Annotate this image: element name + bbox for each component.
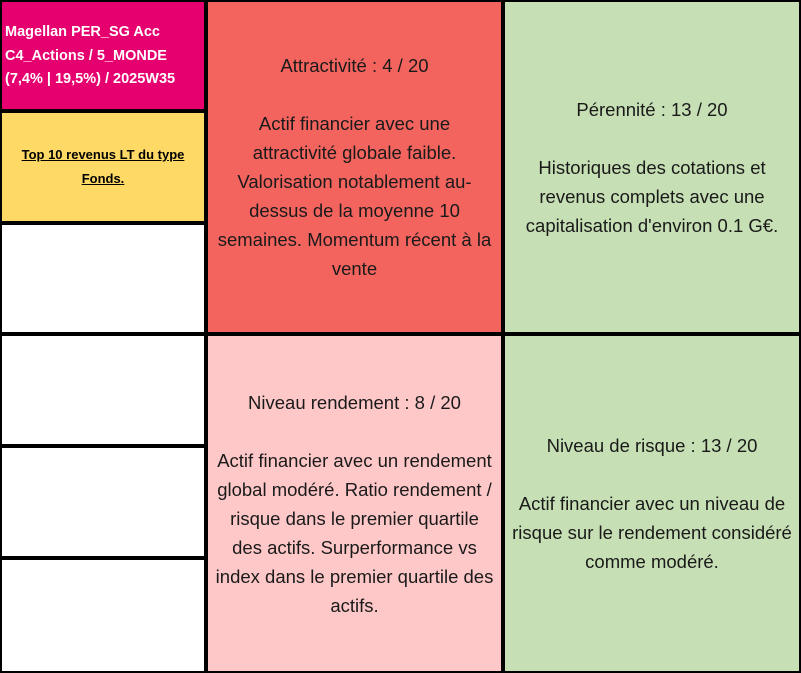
risque-text: Actif financier avec un niveau de risque sur le rendement considéré comme modéré. <box>512 493 792 572</box>
top10-label: Top 10 revenus LT du type Fonds. <box>21 147 185 186</box>
fund-name: Magellan PER_SG Acc <box>5 24 160 40</box>
empty-cell-3 <box>0 446 206 558</box>
attractivite-card <box>206 0 503 334</box>
rendement-card <box>206 334 503 673</box>
rendement-text: Actif financier avec un rendement global modéré. Ratio rendement / risque dans le premier quartile des actifs. Surperformance vs index dans le premier quartile des actifs. <box>215 449 494 616</box>
attractivite-heading: Attractivité : 4 / 20 <box>280 55 429 76</box>
top10-badge <box>0 111 206 223</box>
empty-cell-2 <box>0 334 206 446</box>
rendement-heading: Niveau rendement : 8 / 20 <box>248 391 461 413</box>
empty-cell-1 <box>0 223 206 334</box>
empty-cell-4 <box>0 558 206 673</box>
fund-category: C4_Actions / 5_MONDE <box>5 47 167 64</box>
fund-title-block <box>0 0 206 111</box>
risque-card <box>503 334 801 673</box>
perennite-text: Historiques des cotations et revenus complets avec une capitalisation d'environ 0.1 G€. <box>525 156 779 236</box>
risque-heading: Niveau de risque : 13 / 20 <box>546 435 758 456</box>
fund-stats: (7,4% | 19,5%) / 2025W35 <box>5 71 176 87</box>
attractivite-text: Actif financier avec une attractivité globale faible. Valorisation notablement au-dessus de la moyenne 10 semaines. Momentum récent à la vente <box>217 113 492 279</box>
perennite-heading: Pérennité : 13 / 20 <box>576 98 728 120</box>
perennite-card <box>503 0 801 334</box>
